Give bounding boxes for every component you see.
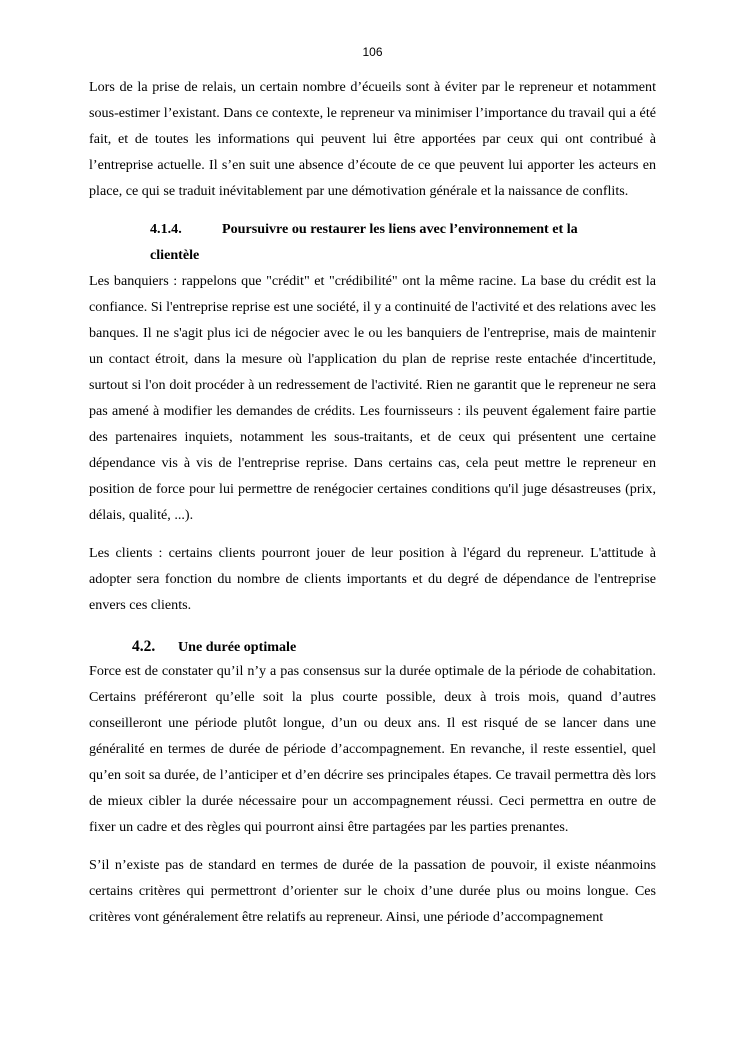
heading-title: Poursuivre ou restaurer les liens avec l’environnement et la bbox=[222, 221, 578, 237]
heading-4-1-4-line1 bbox=[150, 216, 656, 242]
page-number: 106 bbox=[362, 45, 383, 59]
heading-4-1-4 bbox=[150, 216, 656, 268]
paragraph-clients: Les clients : certains clients pourront jouer de leur position à l'égard du repreneur. L'attitude à adopter sera fonction du nombre de clients importants et du degré de dépendance de l'entreprise envers ces clients. bbox=[89, 545, 656, 613]
paragraph-criteres-duree: S’il n’existe pas de standard en termes de durée de la passation de pouvoir, il existe néanmoins certains critères qui permettront d’orienter sur le choix d’une durée plus ou moins longue. Ces critères vont généralement être relatifs au repreneur. Ainsi, une période d’accompagnement bbox=[89, 857, 656, 925]
paragraph-reprise-ecueils: Lors de la prise de relais, un certain nombre d’écueils sont à éviter par le repreneur et notamment sous-estimer l’existant. Dans ce contexte, le repreneur va minimiser l’importance du travail qui a été fait, et de toutes les informations qui peuvent lui être apportées par ceux qui ont contribué à l’entreprise actuelle. Il s’en suit une absence d’écoute de ce que peuvent lui apporter les acteurs en place, ce qui se traduit inévitablement par une démotivation générale et la naissance de conflits. bbox=[89, 79, 656, 199]
heading-4-2 bbox=[132, 636, 656, 658]
heading-number: 4.1.4. bbox=[150, 221, 182, 237]
paragraph-duree-optimale: Force est de constater qu’il n’y a pas consensus sur la durée optimale de la période de cohabitation. Certains préféreront qu’elle soit la plus courte possible, deux à trois mois, quand d’autres conseilleront une période plutôt longue, d’un ou deux ans. Il est risqué de se lancer dans une généralité en termes de durée de période d’accompagnement. En revanche, il reste essentiel, quel qu’en soit sa durée, de l’anticiper et d’en décrire ses principales étapes. Ce travail permettra dès lors de mieux cibler la durée nécessaire pour un accompagnement réussi. Ceci permettra en outre de fixer un cadre et des règles qui pourront ainsi être partagées par les parties prenantes. bbox=[89, 663, 656, 835]
heading-title: Une durée optimale bbox=[178, 639, 297, 655]
paragraph-banquiers-fournisseurs: Les banquiers : rappelons que "crédit" et "crédibilité" ont la même racine. La base du crédit est la confiance. Si l'entreprise reprise est une société, il y a continuité de l'activité et des relations avec les banques. Il ne s'agit plus ici de négocier avec le ou les banquiers de l'entreprise, mais de maintenir un contact étroit, dans la mesure où l'application du plan de reprise reste entachée d'incertitude, surtout si l'on doit procéder à un redressement de l'activité. Rien ne garantit que le repreneur ne sera pas amené à modifier les demandes de crédits. Les fournisseurs : ils peuvent également faire partie des partenaires inquiets, notamment les sous-traitants, et de ceux qui présentent une certaine dépendance vis à vis de l'entreprise reprise. Dans certains cas, cela peut mettre le repreneur en position de force pour lui permettre de renégocier certaines conditions qu'il juge désastreuses (prix, délais, qualité, ...). bbox=[89, 273, 656, 523]
heading-number: 4.2. bbox=[132, 638, 156, 655]
document-body bbox=[89, 74, 656, 930]
heading-4-1-4-line2: clientèle bbox=[150, 247, 200, 263]
